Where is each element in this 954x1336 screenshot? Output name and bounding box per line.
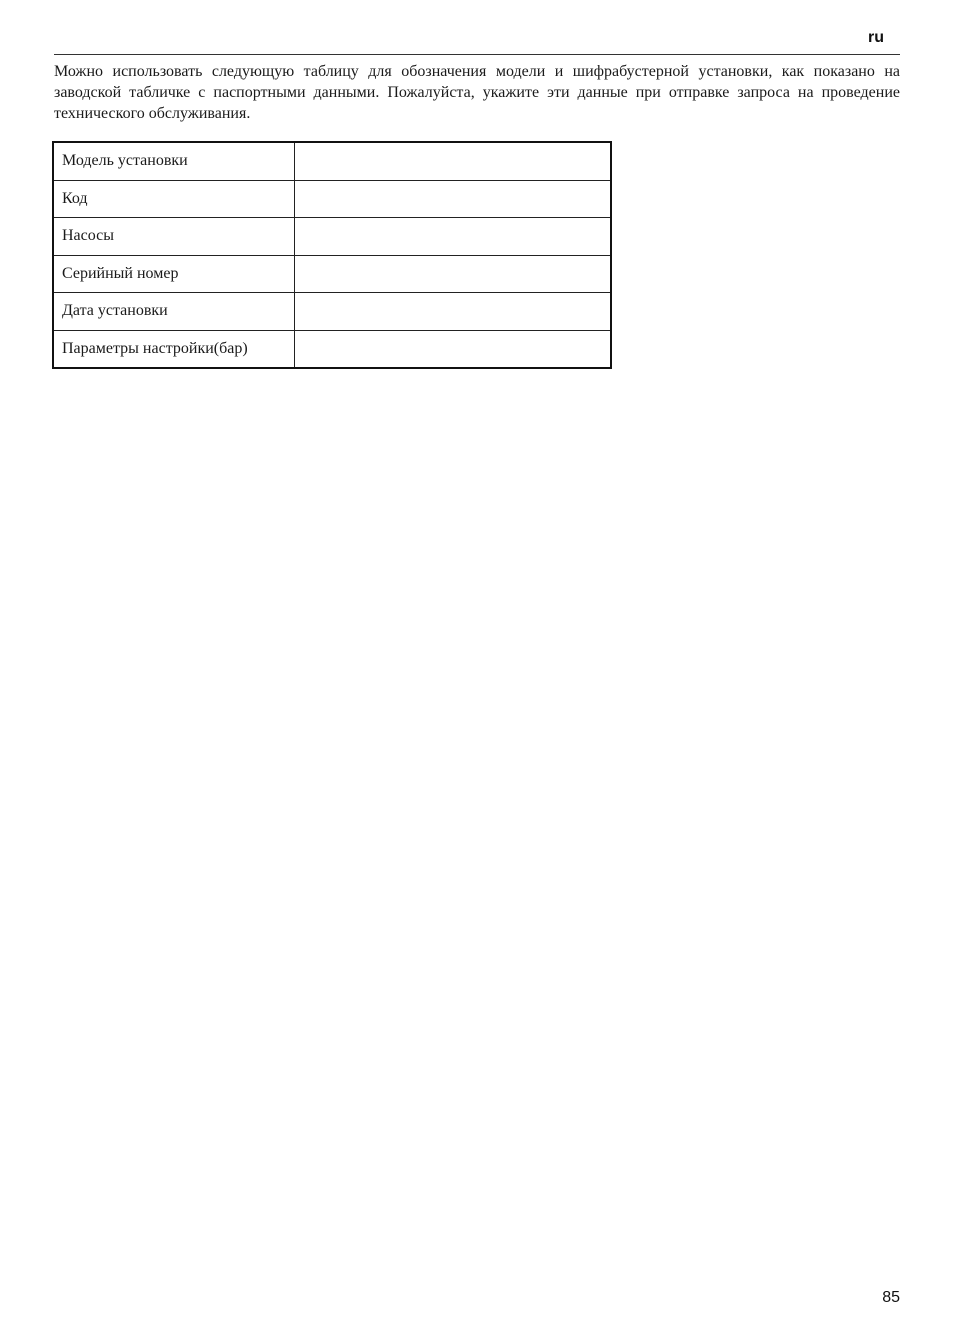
- table-row: [53, 293, 611, 331]
- unit-data-table: [52, 141, 612, 369]
- row-label: Насосы: [53, 218, 295, 256]
- row-value-cell: [295, 180, 611, 218]
- row-label: Серийный номер: [53, 255, 295, 293]
- row-label: Дата установки: [53, 293, 295, 331]
- row-label: Параметры настройки(бар): [53, 330, 295, 368]
- page-number: 85: [882, 1289, 900, 1306]
- row-value-cell: [295, 255, 611, 293]
- language-tag: ru: [868, 29, 884, 46]
- table-row: [53, 255, 611, 293]
- table-row: [53, 180, 611, 218]
- row-value-cell: [295, 330, 611, 368]
- row-value-cell: [295, 142, 611, 180]
- header-divider: [54, 54, 900, 55]
- row-value-cell: [295, 293, 611, 331]
- intro-paragraph: Можно использовать следующую таблицу для обозначения модели и шифрабустерной установки, как показано на заводской табличке с паспортными данными. Пожалуйста, укажите эти данные при отправке запроса на проведение технического обслуживания.: [54, 63, 900, 122]
- row-label: Модель установки: [53, 142, 295, 180]
- table-row: [53, 330, 611, 368]
- table-row: [53, 142, 611, 180]
- table-row: [53, 218, 611, 256]
- row-label: Код: [53, 180, 295, 218]
- row-value-cell: [295, 218, 611, 256]
